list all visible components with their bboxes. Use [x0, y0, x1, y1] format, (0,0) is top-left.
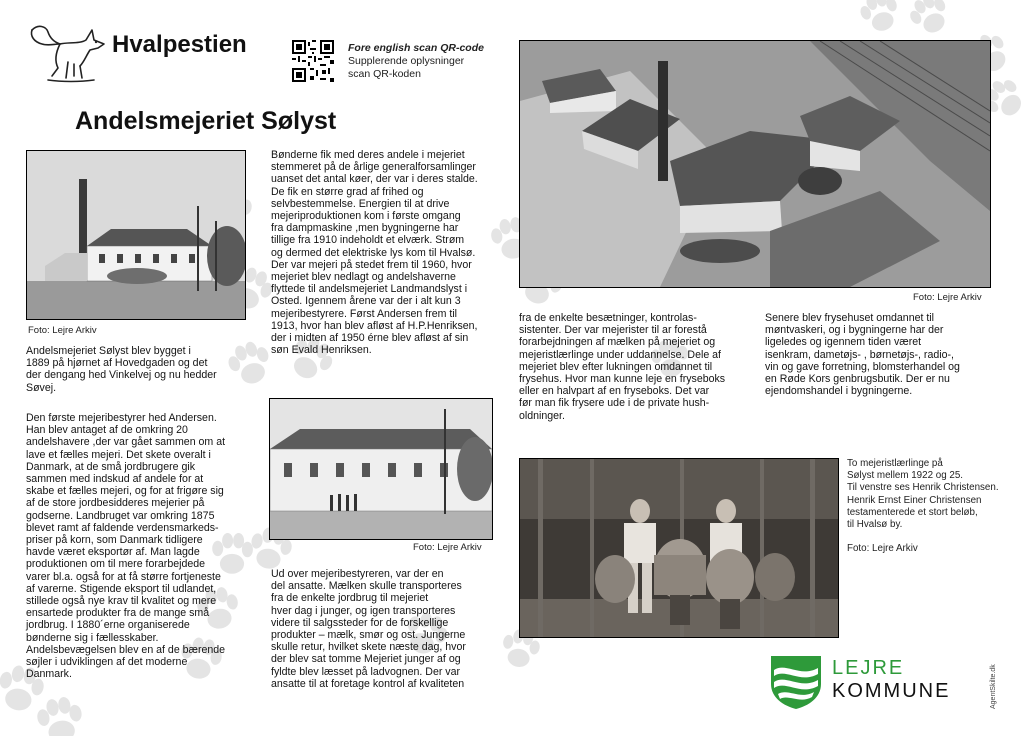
- qr-danish-label-2: scan QR-koden: [348, 68, 421, 80]
- dairy-apprentices-photo: [519, 458, 839, 638]
- logo-text-lejre: LEJRE: [832, 657, 905, 679]
- page-title: Andelsmejeriet Sølyst: [75, 107, 337, 135]
- aerial-dairy-photo: [519, 40, 991, 288]
- qr-english-label: Fore english scan QR-code: [348, 42, 484, 54]
- body-paragraph-1: Andelsmejeriet Sølyst blev bygget i 1889 på hjørnet af Hovedgaden og det der dengang hed Vinkelvej og nu hedder Søvej.: [26, 345, 217, 394]
- body-paragraph-4: Ud over mejeribestyreren, var der en del ansatte. Mælken skulle transporteres fra de enkelte jordbrug til mejeriet hver dag i junger, og igen transporteres videre til salgssteder for de forskellige produkter – mælk, smør og ost. Jungerne skulle retur, hvilket skete næste dag, hvor der blev sat tomme Mejeriet junger af og fyldte blev læsset på ladvognen. Der var ansatte til at foretage kontrol af kvaliteten: [271, 568, 466, 690]
- photo-caption-1: Foto: Lejre Arkiv: [28, 325, 97, 336]
- body-paragraph-5: fra de enkelte besætninger, kontrolas- sistenter. Der var mejerister til ar forestå forarbejdningen af mælken på mejeriet og mejeristlærlinge under uddannelse. Dele af mejeriet blev efter lukningen omdannet til frysehus. Hvor man kunne leje en fryseboks eller en halvpart af en fryseboks. Det var før man fik frysere ude i de private hush- oldninger.: [519, 312, 726, 422]
- body-paragraph-2: Den første mejeribestyrer hed Andersen. Han blev antaget af de omkring 20 andelshavere ,der var gået sammen om at lave et fælles mejeri. Det skete overalt i Danmark, at de små jordbrugere gik sammen med indskud af andele for at skabe et fælles mejeri, og for at frigøre sig af de store jordbesidderes mejerier på godserne. Landbruget var omkring 1875 blevet ramt af faldende verdensmarkeds- priser på korn, som Danmark tidligere havde været eksportør af. Man lagde produktionen om til mere forarbejdede varer bl.a. også for at få større fortjeneste af varerne. Stigende eksport til udlandet, stillede også nye krav til kvalitet og mere ensartede produkter fra de mange små jordbrug. I 1880´erne organiserede bønderne sig i fællesskaber. Andelsbevægelsen blev en af de bærende søjler i udviklingen af det moderne Danmark.: [26, 412, 226, 681]
- dairy-building-photo: [26, 150, 246, 320]
- qr-danish-label: Supplerende oplysninger: [348, 55, 465, 67]
- photo-caption-2: Foto: Lejre Arkiv: [413, 542, 482, 553]
- qr-code-icon[interactable]: [292, 40, 334, 82]
- body-paragraph-6: Senere blev frysehuset omdannet til møntvaskeri, og i bygningerne har der ligeledes og igennem tiden været isenkram, dametøjs- , børnetøjs-, radio-, vin og gave forretning, blomsterhandel og en Røde Kors genbrugsbutik. Der er nu ejendomshandel i bygningerne.: [765, 312, 960, 398]
- fox-icon: [28, 22, 108, 84]
- photo-caption-3: Foto: Lejre Arkiv: [913, 292, 982, 303]
- photo-caption-4: To mejeristlærlinge på Sølyst mellem 1922 og 25. Til venstre ses Henrik Christensen. Henrik Ernst Einer Christensen testamenterede et stort beløb, til Hvalsø by. Foto: Lejre Arkiv: [847, 458, 999, 555]
- body-paragraph-3: Bønderne fik med deres andele i mejeriet stemmeret på de årlige generalforsamlinger uanset det antal køer, der var i deres stalde. De fik en større grad af frihed og selvbestemmelse. Energien til at drive mejeriproduktionen kom i første omgang fra dampmaskine ,men bygningerne har tillige fra 1910 indeholdt et elværk. Strøm og dermed det elektriske lys kom til Hvalsø. Der var mejeri på stedet frem til 1960, hvor mejeriet blev nedlagt og andelshaverne flyttede til andelsmejeriet Landmandslyst i Osted. Igennem årene var der i alt kun 3 mejeribestyrere. Først Andersen frem til 1913, hvor han blev afløst af H.P.Henriksen, der i midten af 1950 érne blev afløst af sin søn Evald Henriksen.: [271, 149, 478, 357]
- trail-name: Hvalpestien: [112, 31, 247, 58]
- logo-text-kommune: KOMMUNE: [832, 680, 951, 702]
- dairy-street-photo: [269, 398, 493, 540]
- sign-maker-credit: AgentSkilte.dk: [990, 664, 997, 709]
- lejre-kommune-shield-icon: [768, 654, 824, 710]
